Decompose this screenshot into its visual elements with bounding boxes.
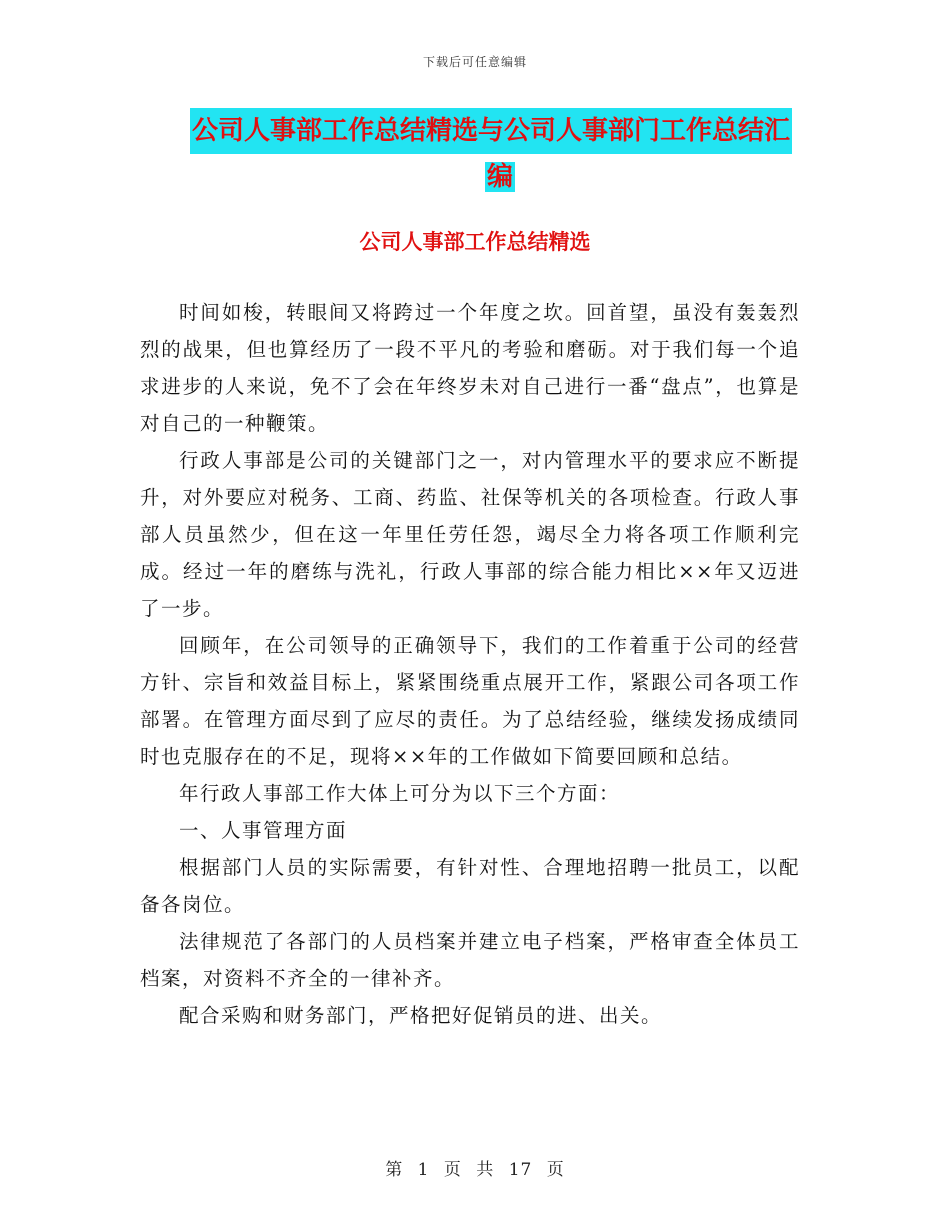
section-title: 公司人事部工作总结精选 bbox=[359, 230, 591, 254]
page-footer bbox=[0, 1155, 950, 1180]
document-title-line-1: 公司人事部工作总结精选与公司人事部门工作总结汇 bbox=[190, 108, 792, 154]
document-title-line-2: 编 bbox=[486, 162, 513, 192]
document-title bbox=[190, 108, 810, 200]
footer-total-prefix: 共 bbox=[476, 1160, 495, 1180]
document-body bbox=[140, 294, 800, 1034]
current-page-number: 1 bbox=[417, 1160, 430, 1180]
footer-prefix: 第 bbox=[385, 1160, 404, 1180]
paragraph: 配合采购和财务部门，严格把好促销员的进、出关。 bbox=[179, 1004, 663, 1027]
footer-total-unit: 页 bbox=[546, 1160, 565, 1180]
footer-page-unit: 页 bbox=[443, 1160, 462, 1180]
paragraph: 根据部门人员的实际需要，有针对性、合理地招聘一批员工，以配备各岗位。 bbox=[140, 856, 800, 916]
paragraph: 行政人事部是公司的关键部门之一，对内管理水平的要求应不断提升，对外要应对税务、工商、药监、社保等机关的各项检查。行政人事部人员虽然少，但在这一年里任劳任怨，竭尽全力将各项工作顺利完成。经过一年的磨练与洗礼，行政人事部的综合能力相比××年又迈进了一步。 bbox=[140, 449, 800, 620]
paragraph: 回顾年，在公司领导的正确领导下，我们的工作着重于公司的经营方针、宗旨和效益目标上，紧紧围绕重点展开工作，紧跟公司各项工作部署。在管理方面尽到了应尽的责任。为了总结经验，继续发扬成绩同时也克服存在的不足，现将××年的工作做如下简要回顾和总结。 bbox=[140, 634, 800, 768]
paragraph: 时间如梭，转眼间又将跨过一个年度之坎。回首望，虽没有轰轰烈烈的战果，但也算经历了一段不平凡的考验和磨砺。对于我们每一个追求进步的人来说，免不了会在年终岁未对自己进行一番“盘点”，也算是对自己的一种鞭策。 bbox=[140, 301, 800, 435]
subheading: 一、人事管理方面 bbox=[179, 819, 348, 842]
header-note: 下载后可任意编辑 bbox=[422, 55, 527, 69]
total-page-count: 17 bbox=[508, 1160, 533, 1180]
paragraph: 法律规范了各部门的人员档案并建立电子档案，严格审查全体员工档案，对资料不齐全的一律补齐。 bbox=[140, 930, 800, 990]
paragraph: 年行政人事部工作大体上可分为以下三个方面： bbox=[179, 782, 621, 805]
